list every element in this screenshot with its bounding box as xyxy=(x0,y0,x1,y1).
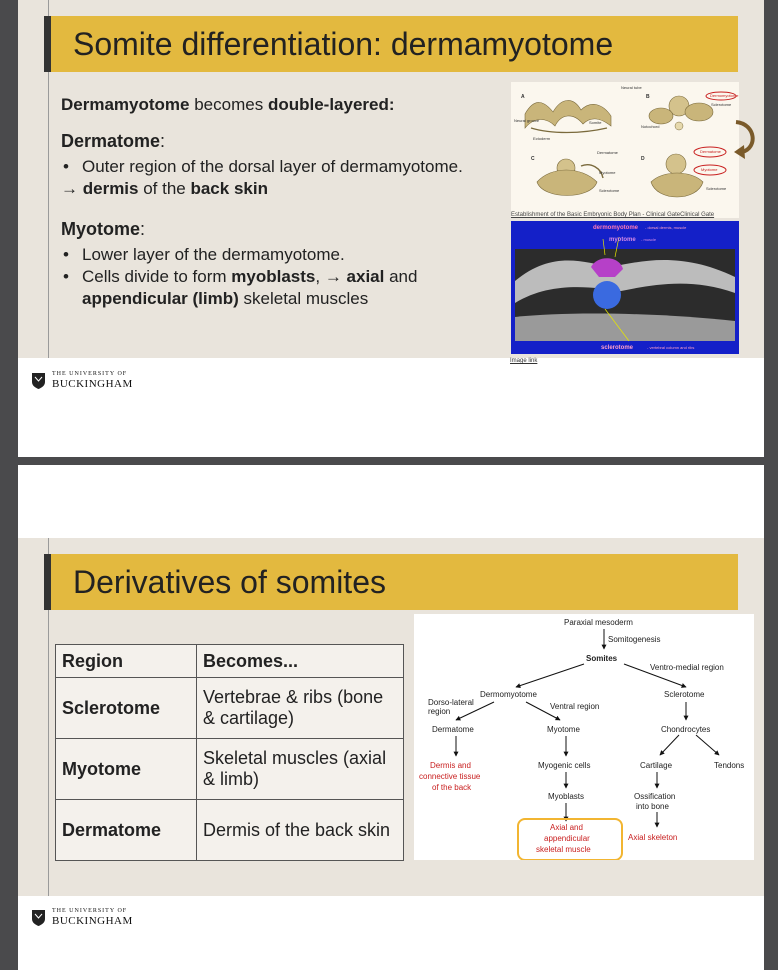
table-cell-becomes: Skeletal muscles (axial & limb) xyxy=(197,739,404,800)
muscle-bold: muscle xyxy=(565,845,591,854)
node-ossification-1: Ossification xyxy=(634,792,676,801)
node-chondrocytes: Chondrocytes xyxy=(661,725,711,734)
node-sclerotome: Sclerotome xyxy=(664,690,705,699)
sem-micrograph-figure xyxy=(511,221,739,354)
term-axial: axial xyxy=(346,267,385,286)
table-cell-becomes: Dermis of the back skin xyxy=(197,800,404,861)
label-sclerotome-desc: - vertebral column and ribs xyxy=(647,345,695,350)
sem-micrograph xyxy=(511,221,739,354)
table-header-region: Region xyxy=(56,645,197,678)
myotome-heading xyxy=(61,218,511,240)
node-axial-appendicular-1: Axial and xyxy=(550,823,583,832)
colon: : xyxy=(140,219,146,239)
label-dermatome-d: Dermatome xyxy=(700,149,721,154)
node-myogenic-cells: Myogenic cells xyxy=(538,761,591,770)
table-cell-becomes: Vertebrae & ribs (bone & cartilage) xyxy=(197,678,404,739)
myotome-bullet-1: • Lower layer of the dermamyotome. xyxy=(61,244,511,266)
term-myoblasts: myoblasts xyxy=(231,267,316,286)
table-header-row xyxy=(56,645,404,678)
label-dermomyotome: dermomyotome xyxy=(593,225,639,231)
node-somites: Somites xyxy=(586,654,618,663)
b2-start: Cells divide to form xyxy=(82,267,232,286)
node-paraxial-mesoderm: Paraxial mesoderm xyxy=(564,618,633,627)
node-axial-appendicular-2: appendicular xyxy=(544,834,590,843)
node-dermis-2: connective tissue xyxy=(419,772,481,781)
dermatome-result xyxy=(61,178,511,200)
node-dermomyotome: Dermomyotome xyxy=(480,690,537,699)
slide-content xyxy=(61,94,511,310)
slide-dermamyotome xyxy=(18,0,764,457)
label-sclerotome-d: Sclerotome xyxy=(706,186,727,191)
logo-line-1: THE UNIVERSITY OF xyxy=(52,908,128,914)
node-cartilage: Cartilage xyxy=(640,761,673,770)
label-dermomyotome: Dermomyotome xyxy=(710,93,739,98)
table-cell-region: Myotome xyxy=(56,739,197,800)
skeleton-bold: skeleton xyxy=(647,833,678,842)
label-ventro-medial: Ventro-medial region xyxy=(650,663,724,672)
node-myotome: Myotome xyxy=(547,725,580,734)
panel-a-label: A xyxy=(521,94,525,100)
dermis-bold: Dermis xyxy=(430,761,456,770)
logo-line-2: BUCKINGHAM xyxy=(52,915,133,927)
label-ectoderm: Ectoderm xyxy=(533,136,551,141)
slide-title: Somite differentiation: dermamyotome xyxy=(73,26,614,62)
embryo-section-figure xyxy=(511,82,739,218)
label-dermomyotome-desc: - dorsal dermis, muscle xyxy=(645,225,687,230)
label-neural-tube: Neural tube xyxy=(621,85,642,90)
slide-title: Derivatives of somites xyxy=(73,564,386,600)
table-row xyxy=(56,739,404,800)
table-row xyxy=(56,678,404,739)
node-tendons: Tendons xyxy=(714,761,745,770)
university-logo xyxy=(31,371,133,390)
node-dermis-3: of the back xyxy=(432,783,472,792)
skeletal-text: skeletal xyxy=(536,845,566,854)
node-myoblasts: Myoblasts xyxy=(548,792,585,801)
label-sclerotome: Sclerotome xyxy=(711,102,732,107)
label-somite: Somite xyxy=(589,120,602,125)
label-somitogenesis: Somitogenesis xyxy=(608,635,661,644)
slide-derivatives xyxy=(18,465,764,970)
flowchart-diagram xyxy=(414,614,754,860)
logo-text xyxy=(52,908,133,927)
b2-end: skeletal muscles xyxy=(238,289,369,308)
dermatome-heading xyxy=(61,130,511,152)
result-mid: of the xyxy=(138,179,191,198)
panel-d-label: D xyxy=(641,156,645,162)
node-dermatome: Dermatome xyxy=(432,725,474,734)
dermis-and: and xyxy=(455,761,471,770)
label-myotome-c: Myotome xyxy=(599,170,616,175)
arrow: → xyxy=(61,179,83,198)
node-dermis-1 xyxy=(430,761,471,770)
derivatives-table xyxy=(55,644,404,861)
label-sclerotome-c: Sclerotome xyxy=(599,188,620,193)
title-bar xyxy=(44,16,738,72)
somite-derivatives-flowchart xyxy=(414,614,754,860)
dermatome-heading-text: Dermatome xyxy=(61,131,161,151)
label-myotome-d: Myotome xyxy=(701,167,718,172)
table-header-becomes: Becomes... xyxy=(197,645,404,678)
table-cell-region: Sclerotome xyxy=(56,678,197,739)
university-logo xyxy=(31,908,133,927)
panel-c-label: C xyxy=(531,156,535,162)
label-dorso-lateral-2: region xyxy=(428,707,451,716)
label-dermatome-c: Dermatome xyxy=(597,150,618,155)
label-dorso-lateral-1: Dorso-lateral xyxy=(428,698,474,707)
label-ventral-region: Ventral region xyxy=(550,702,600,711)
myotome-list xyxy=(61,244,511,310)
term-double-layered: double-layered: xyxy=(267,95,395,114)
logo-line-1: THE UNIVERSITY OF xyxy=(52,371,128,377)
term-appendicular: appendicular (limb) xyxy=(82,289,239,308)
embryo-section-illustration xyxy=(511,82,739,218)
crest-icon xyxy=(31,909,46,927)
panel-b-label: B xyxy=(646,94,650,100)
label-myotome: myotome xyxy=(609,237,636,243)
label-notochord: Notochord xyxy=(641,124,660,129)
label-neural-groove: Neural groove xyxy=(514,118,540,123)
label-sclerotome: sclerotome xyxy=(601,345,634,351)
curved-arrow-icon xyxy=(730,118,762,162)
crest-icon xyxy=(31,372,46,390)
dermatome-bullet: • Outer region of the dorsal layer of dermamyotome. xyxy=(61,156,511,178)
term-dermamyotome: Dermamyotome xyxy=(61,95,190,114)
colon: : xyxy=(160,131,166,151)
label-myotome-desc: - muscle xyxy=(641,237,657,242)
logo-text xyxy=(52,371,133,390)
logo-line-2: BUCKINGHAM xyxy=(52,378,133,390)
axial-text: Axial xyxy=(628,833,648,842)
intro-mid: becomes xyxy=(189,95,268,114)
node-ossification-2: into bone xyxy=(636,802,669,811)
table-cell-region: Dermatome xyxy=(56,800,197,861)
term-back-skin: back skin xyxy=(190,179,268,198)
term-dermis: dermis xyxy=(82,179,139,198)
intro-line xyxy=(61,94,511,116)
image-link[interactable]: Image link xyxy=(510,358,538,364)
node-axial-appendicular-3 xyxy=(536,845,591,854)
b2-and: and xyxy=(384,267,418,286)
title-bar xyxy=(44,554,738,610)
myotome-heading-text: Myotome xyxy=(61,219,141,239)
figure-caption[interactable]: Establishment of the Basic Embryonic Body Plan - Clinical GateClinical Gate xyxy=(511,212,715,218)
table-row xyxy=(56,800,404,861)
b2-mid: , → xyxy=(315,267,347,286)
node-axial-skeleton xyxy=(628,833,677,842)
myotome-bullet-2 xyxy=(61,266,511,310)
dermatome-list xyxy=(61,156,511,178)
